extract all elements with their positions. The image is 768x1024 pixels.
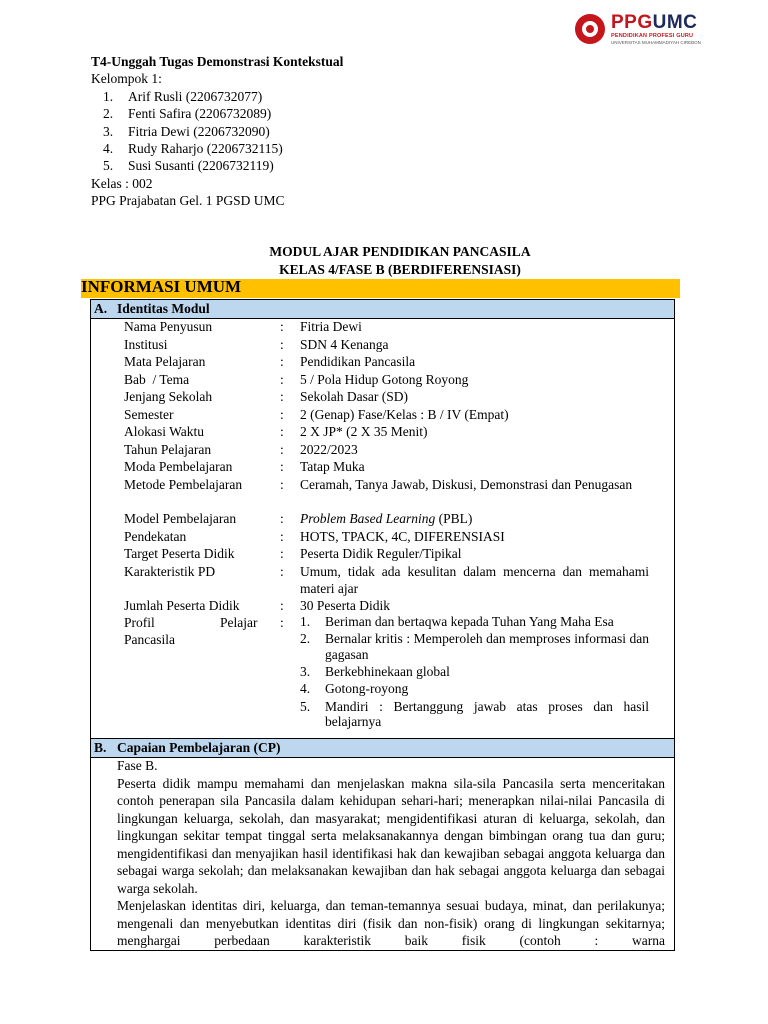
profil-item: 2. Bernalar kritis : Memperoleh dan memproses informasi dan gagasan bbox=[300, 631, 649, 662]
module-info-table: A. Identitas Modul Nama Penyusun : Fitria Dewi Institusi : SDN 4 Kenanga Mata Pelajaran : Pendidikan Pancasila Bab / Tema : 5 / Pola Hidup Gotong Royong Jenjang Sekolah : Sekolah Dasar (SD) Semester : 2 (Genap) Fase/Kelas : B / IV (Empat) Alokasi Waktu : 2 X JP* (2 X 35 Menit) Tahun Pelajaran : 2022/2023 Moda Pembelajaran : Tatap Muka Metode Pembelajaran : Ceramah, Tanya Jawab, Diskusi, Demonstrasi dan Penugasan Model Pembelajaran : Problem Based Learning (PBL) Pendekatan : HOTS, TPACK, 4C, DIFERENSIASI Target Peserta Didik : Peserta Didik Reguler/Tipikal Karakteristik PD : Umum, tidak ada kesulitan dalam mencerna dan memahami materi ajar Jumlah Peserta Didik : 30 Peserta Didik Profil Pelajar Pancasila : 1. Beriman dan bertaqwa kepada Tuhan Yang Maha Esa 2. Bernalar kritis : Memperoleh dan memproses informasi dan gagasan 3. Berkebhinekaan global 4. Gotong-royong 5. Mandiri : Bertanggung jawab atas proses dan hasil belajarnya B. Capaian Pembelajaran (CP) Fase B. Peserta didik mampu memahami dan menjelaskan makna sila-sila Pancasila serta menceritakan contoh penerapan sila Pancasila dalam kehidupan sehari-hari; menerapkan nilai-nilai Pancasila di lingkungan keluarga, sekolah, dan masyarakat; mengidentifikasi aturan di keluarga, sekolah, dan lingkungan sekitar tempat tinggal serta melaksanakannya dengan bimbingan orang tua dan guru; mengidentifikasi dan menyajikan hasil identifikasi hak dan kewajiban sebagai anggota keluarga dan sebagai warga sekolah; dan melaksanakan kewajiban dan hak sebagai anggota keluarga dan sebagai warga sekolah. Menjelaskan identitas diri, keluarga, dan teman-temannya sesuai budaya, minat, dan perilakunya; mengenali dan menyebutkan identitas diri (fisik dan non-fisik) orang di lingkungan sekitarnya; menghargai perbedaan karakteristik baik fisik (contoh : warna bbox=[90, 299, 675, 951]
identitas-header: A. Identitas Modul bbox=[91, 300, 674, 319]
profil-item: 4. Gotong-royong bbox=[300, 681, 409, 697]
assignment-header bbox=[91, 53, 343, 210]
group-label: Kelompok 1: bbox=[91, 71, 162, 87]
member-item: 5. Susi Susanti (2206732119) bbox=[103, 158, 274, 174]
umc-emblem-icon bbox=[575, 14, 605, 44]
member-list bbox=[91, 88, 343, 175]
logo-subtagline: UNIVERSITAS MUHAMMADIYAH CIREBON bbox=[611, 40, 701, 45]
fase-label: Fase B. bbox=[117, 758, 158, 773]
profil-item: 5. Mandiri : Bertanggung jawab atas proses dan hasil belajarnya bbox=[300, 698, 649, 730]
member-item: 4. Rudy Raharjo (2206732115) bbox=[103, 141, 283, 157]
logo-tagline: PENDIDIKAN PROFESI GURU bbox=[611, 33, 694, 39]
capaian-header: B. Capaian Pembelajaran (CP) bbox=[91, 738, 674, 758]
member-item: 1. Arif Rusli (2206732077) bbox=[103, 88, 263, 104]
profil-list bbox=[300, 614, 649, 731]
module-subtitle: KELAS 4/FASE B (BERDIFERENSIASI) bbox=[279, 262, 521, 277]
section-informasi-umum bbox=[81, 279, 680, 298]
assignment-title: T4-Unggah Tugas Demonstrasi Kontekstual bbox=[91, 54, 344, 69]
module-title: MODUL AJAR PENDIDIKAN PANCASILA bbox=[269, 244, 531, 259]
capaian-paragraph: Menjelaskan identitas diri, keluarga, dan teman-temannya sesuai budaya, minat, dan perilakunya; mengenali dan menyebutkan identitas diri (fisik dan non-fisik) orang di lingkungan sekitarnya; menghargai perbedaan karakteristik baik fisik (contoh : warna bbox=[117, 898, 665, 948]
member-item: 2. Fenti Safira (2206732089) bbox=[103, 106, 272, 122]
class-line: Kelas : 002 bbox=[91, 175, 153, 191]
section-title: INFORMASI UMUM bbox=[81, 277, 242, 296]
capaian-paragraph: Peserta didik mampu memahami dan menjelaskan makna sila-sila Pancasila serta menceritakan contoh penerapan sila Pancasila dalam kehidupan sehari-hari; menerapkan nilai-nilai Pancasila di lingkungan keluarga, sekolah, dan masyarakat; mengidentifikasi aturan di keluarga, sekolah, dan lingkungan sekitar tempat tinggal serta melaksanakannya dengan bimbingan orang tua dan guru; mengidentifikasi dan menyajikan hasil identifikasi hak dan kewajiban sebagai anggota keluarga dan sebagai warga sekolah; dan melaksanakan kewajiban dan hak sebagai anggota keluarga dan sebagai warga sekolah. bbox=[117, 775, 665, 896]
profil-item: 3. Berkebhinekaan global bbox=[300, 664, 450, 680]
logo-brand: PPGUMC bbox=[611, 12, 698, 33]
profil-item: 1. Beriman dan bertaqwa kepada Tuhan Yang Maha Esa bbox=[300, 614, 614, 629]
ppg-umc-logo bbox=[573, 12, 703, 48]
capaian-body bbox=[117, 757, 665, 950]
program-line: PPG Prajabatan Gel. 1 PGSD UMC bbox=[91, 193, 285, 209]
member-item: 3. Fitria Dewi (2206732090) bbox=[103, 123, 270, 139]
